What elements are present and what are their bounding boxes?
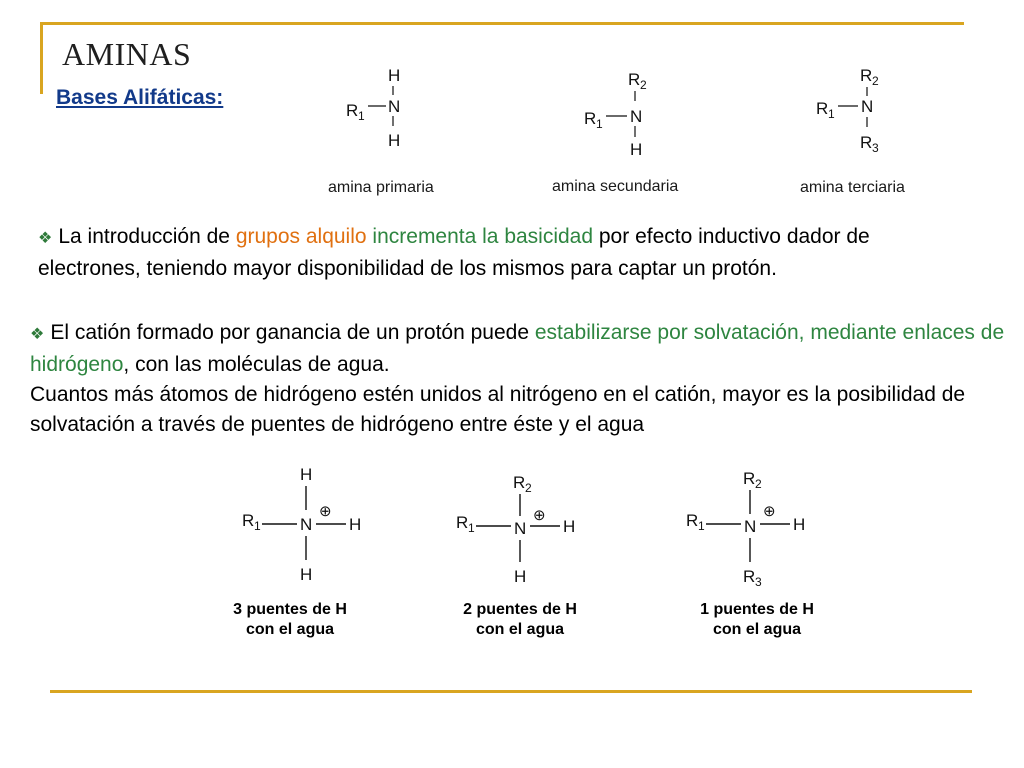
cation-primary-structure xyxy=(242,465,361,584)
paragraph-solvation xyxy=(30,318,1015,440)
caption-line: 1 puentes de H xyxy=(700,601,814,618)
subscript: 2 xyxy=(640,78,647,92)
frame-top-line xyxy=(40,22,964,25)
caption-line: con el agua xyxy=(245,621,335,638)
highlight-solvatacion: estabilizarse por solvatación, mediante enlaces de hidrógeno xyxy=(30,321,1005,376)
cation-secondary-structure xyxy=(456,473,575,586)
page-title: AMINAS xyxy=(62,36,192,72)
subscript: 1 xyxy=(468,521,475,535)
atom-h: H xyxy=(563,517,576,536)
group-r: R xyxy=(743,469,756,488)
subscript: 1 xyxy=(698,519,705,533)
subscript: 2 xyxy=(525,481,532,495)
atom-h: H xyxy=(300,565,313,584)
caption-1-puentes xyxy=(677,600,837,640)
frame-left-line xyxy=(40,22,43,94)
group-r: R xyxy=(686,511,699,530)
atom-h: H xyxy=(793,515,806,534)
caption-line: con el agua xyxy=(712,621,802,638)
positive-charge-icon: ⊕ xyxy=(319,503,332,520)
atom-h: H xyxy=(349,515,362,534)
cation-tertiary-structure xyxy=(686,469,805,588)
subscript: 1 xyxy=(254,519,261,533)
caption-amina-primaria: amina primaria xyxy=(328,179,434,196)
group-r: R xyxy=(456,513,469,532)
text: El catión formado por ganancia de un protón puede xyxy=(50,321,535,344)
atom-h: H xyxy=(388,66,401,85)
group-r: R xyxy=(860,66,873,85)
atom-h: H xyxy=(630,140,643,159)
text: por efecto inductivo dador de electrones, teniendo mayor disponibilidad de los mismos para captar un protón. xyxy=(38,225,870,280)
group-r: R xyxy=(743,567,756,586)
primary-amine-structure xyxy=(346,66,400,150)
group-r: R xyxy=(242,511,255,530)
highlight-incrementa-basicidad: incrementa la basicidad xyxy=(372,225,594,248)
atom-n: N xyxy=(388,97,401,116)
caption-2-puentes xyxy=(440,600,600,640)
tertiary-amine-structure xyxy=(816,66,879,155)
subscript: 1 xyxy=(828,107,835,121)
atom-n: N xyxy=(300,515,313,534)
paragraph-basicity xyxy=(38,222,978,284)
subscript: 3 xyxy=(872,141,879,155)
atom-h: H xyxy=(514,567,527,586)
caption-line: 2 puentes de H xyxy=(463,601,577,618)
text: Cuantos más átomos de hidrógeno estén unidos al nitrógeno en el catión, mayor es la posibilidad de solvatación a través de puentes de hidrógeno entre éste y el agua xyxy=(30,383,966,436)
atom-n: N xyxy=(861,97,874,116)
diamond-bullet-icon: ❖ xyxy=(38,230,53,247)
section-subtitle: Bases Alifáticas: xyxy=(56,86,224,109)
positive-charge-icon: ⊕ xyxy=(533,507,546,524)
cation-structures-diagram xyxy=(230,458,830,588)
group-r: R xyxy=(584,109,597,128)
subscript: 3 xyxy=(755,575,762,588)
text: , con las moléculas de agua. xyxy=(123,353,390,376)
atom-n: N xyxy=(630,107,643,126)
caption-3-puentes xyxy=(210,600,370,640)
frame-bottom-line xyxy=(50,690,972,693)
group-r: R xyxy=(513,473,526,492)
group-r: R xyxy=(628,70,641,89)
caption-line: 3 puentes de H xyxy=(233,601,347,618)
atom-h: H xyxy=(388,131,401,150)
caption-amina-terciaria: amina terciaria xyxy=(800,179,905,196)
diamond-bullet-icon: ❖ xyxy=(30,326,45,343)
amine-structures-diagram xyxy=(330,55,970,175)
text: La introducción de xyxy=(58,225,236,248)
atom-h: H xyxy=(300,465,313,484)
positive-charge-icon: ⊕ xyxy=(763,503,776,520)
subscript: 2 xyxy=(755,477,762,491)
group-r: R xyxy=(816,99,829,118)
group-r: R xyxy=(346,101,359,120)
subscript: 1 xyxy=(358,109,365,123)
subscript: 1 xyxy=(596,117,603,131)
atom-n: N xyxy=(514,519,527,538)
caption-amina-secundaria: amina secundaria xyxy=(552,178,679,195)
group-r: R xyxy=(860,133,873,152)
highlight-grupos-alquilo: grupos alquilo xyxy=(235,225,367,248)
secondary-amine-structure xyxy=(584,70,647,159)
atom-n: N xyxy=(744,517,757,536)
caption-line: con el agua xyxy=(475,621,565,638)
subscript: 2 xyxy=(872,74,879,88)
